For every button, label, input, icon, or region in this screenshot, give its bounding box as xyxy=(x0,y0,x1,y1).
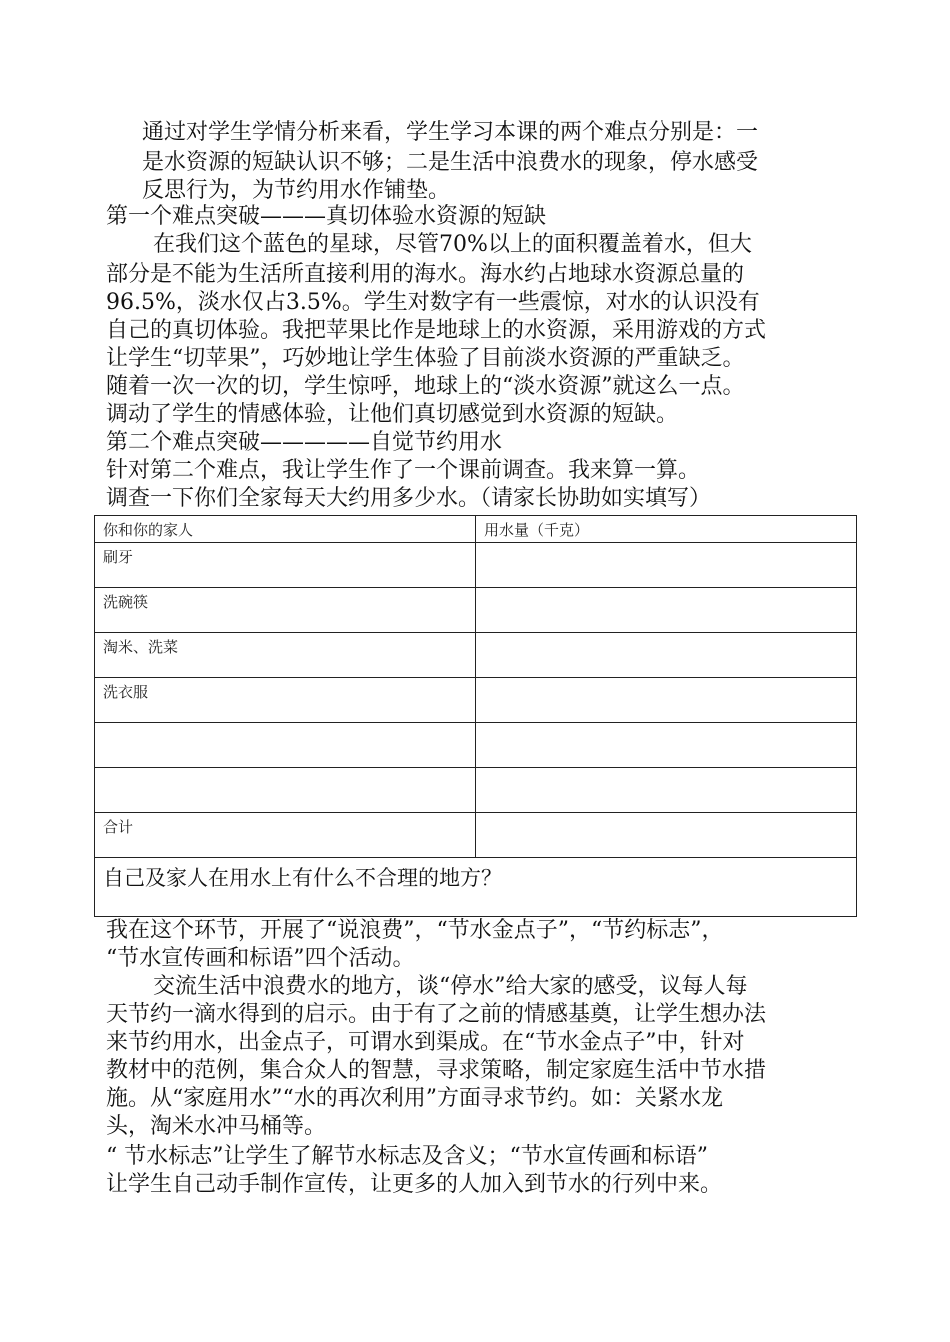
row-value-cell xyxy=(476,678,857,723)
section3-line-2: “节水宣传画和标语”四个活动。 xyxy=(106,946,415,971)
row-label xyxy=(95,768,476,813)
section3-line-5: 来节约用水，出金点子，可谓水到渠成。在“节水金点子”中，针对 xyxy=(106,1030,745,1055)
table-question-row xyxy=(95,858,857,917)
row-label: 淘米、洗菜 xyxy=(95,633,476,678)
section3-line-1: 我在这个环节，开展了“说浪费”，“节水金点子”，“节约标志”， xyxy=(106,918,724,943)
row-value-cell xyxy=(476,588,857,633)
section3-line-8: 头，淘米水冲马桶等。 xyxy=(106,1114,327,1139)
row-label: 洗衣服 xyxy=(95,678,476,723)
section1-line-1: 在我们这个蓝色的星球，尽管70%以上的面积覆盖着水，但大 xyxy=(153,232,752,257)
header-family: 你和你的家人 xyxy=(95,516,476,543)
table-row-total xyxy=(95,813,857,858)
table-row xyxy=(95,678,857,723)
table-row xyxy=(95,633,857,678)
header-water-amount: 用水量（千克） xyxy=(476,516,857,543)
row-label: 刷牙 xyxy=(95,543,476,588)
total-label: 合计 xyxy=(95,813,476,858)
total-value-cell xyxy=(476,813,857,858)
table-row xyxy=(95,768,857,813)
intro-line-2: 是水资源的短缺认识不够；二是生活中浪费水的现象，停水感受 xyxy=(142,150,759,175)
intro-line-1: 通过对学生学情分析来看，学生学习本课的两个难点分别是：一 xyxy=(142,120,759,145)
section3-line-3: 交流生活中浪费水的地方，谈“停水”给大家的感受，议每人每 xyxy=(153,974,748,999)
water-usage-table xyxy=(94,515,857,917)
row-label xyxy=(95,723,476,768)
row-value-cell xyxy=(476,633,857,678)
section1-line-3: 96.5%，淡水仅占3.5%。学生对数字有一些震惊，对水的认识没有 xyxy=(106,290,760,315)
section3-line-6: 教材中的范例，集合众人的智慧，寻求策略，制定家庭生活中节水措 xyxy=(106,1058,767,1083)
table-row xyxy=(95,543,857,588)
row-label: 洗碗筷 xyxy=(95,588,476,633)
section3-line-7: 施。从“家庭用水”“水的再次利用”方面寻求节约。如：关紧水龙 xyxy=(106,1086,723,1111)
section1-line-2: 部分是不能为生活所直接利用的海水。海水约占地球水资源总量的 xyxy=(106,262,745,287)
section2-heading: 第二个难点突破—————自觉节约用水 xyxy=(106,430,503,455)
section3-line-4: 天节约一滴水得到的启示。由于有了之前的情感基奠，让学生想办法 xyxy=(106,1002,767,1027)
row-value-cell xyxy=(476,768,857,813)
table-header-row xyxy=(95,516,857,543)
section1-line-6: 随着一次一次的切，学生惊呼，地球上的“淡水资源”就这么一点。 xyxy=(106,374,745,399)
table-row xyxy=(95,588,857,633)
section1-line-5: 让学生“切苹果”，巧妙地让学生体验了目前淡水资源的严重缺乏。 xyxy=(106,346,745,371)
table-row xyxy=(95,723,857,768)
section1-line-7: 调动了学生的情感体验，让他们真切感觉到水资源的短缺。 xyxy=(106,402,679,427)
section1-heading: 第一个难点突破———真切体验水资源的短缺 xyxy=(106,204,547,229)
table-question: 自己及家人在用水上有什么不合理的地方？ xyxy=(95,858,857,917)
row-value-cell xyxy=(476,723,857,768)
section3-line-9: “ 节水标志”让学生了解节水标志及含义；“节水宣传画和标语” xyxy=(106,1144,708,1169)
section3-line-10: 让学生自己动手制作宣传，让更多的人加入到节水的行列中来。 xyxy=(106,1172,723,1197)
intro-line-3: 反思行为，为节约用水作铺垫。 xyxy=(142,178,451,203)
section2-line-1: 针对第二个难点，我让学生作了一个课前调查。我来算一算。 xyxy=(106,458,701,483)
row-value-cell xyxy=(476,543,857,588)
section1-line-4: 自己的真切体验。我把苹果比作是地球上的水资源，采用游戏的方式 xyxy=(106,318,767,343)
section2-line-2: 调查一下你们全家每天大约用多少水。（请家长协助如实填写） xyxy=(106,486,712,511)
